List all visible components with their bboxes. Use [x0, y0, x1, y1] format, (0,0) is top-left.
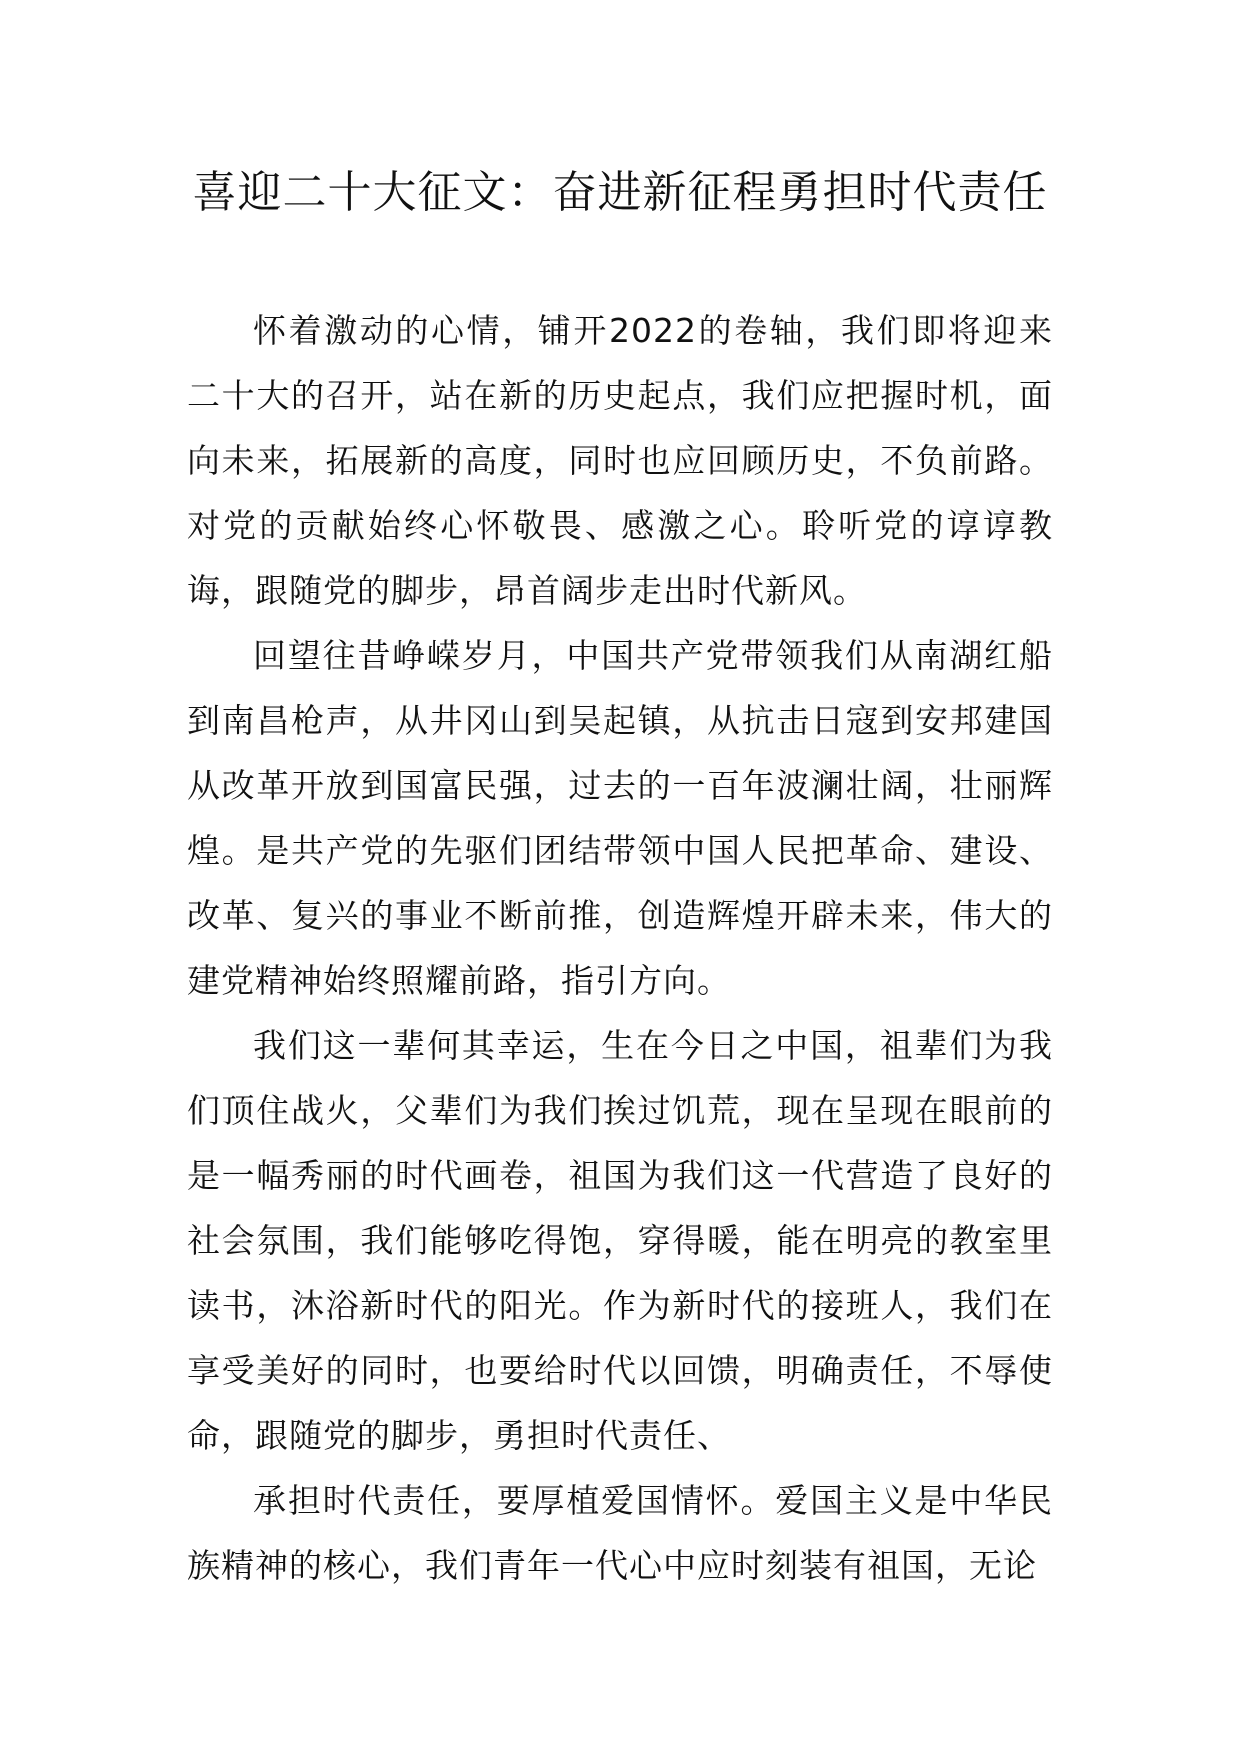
document-title: 喜迎二十大征文：奋进新征程勇担时代责任 — [192, 167, 1048, 218]
paragraph: 承担时代责任，要厚植爱国情怀。爱国主义是中华民族精神的核心，我们青年一代心中应时刻装有祖国，无论 — [187, 1481, 1053, 1585]
document-body — [187, 298, 1053, 1598]
paragraph: 回望往昔峥嵘岁月，中国共产党带领我们从南湖红船到南昌枪声，从井冈山到吴起镇，从抗击日寇到安邦建国从改革开放到国富民强，过去的一百年波澜壮阔，壮丽辉煌。是共产党的先驱们团结带领中国人民把革命、建设、改革、复兴的事业不断前推，创造辉煌开辟未来，伟大的建党精神始终照耀前路，指引方向。 — [187, 636, 1053, 1000]
paragraph: 我们这一辈何其幸运，生在今日之中国，祖辈们为我们顶住战火，父辈们为我们挨过饥荒，现在呈现在眼前的是一幅秀丽的时代画卷，祖国为我们这一代营造了良好的社会氛围，我们能够吃得饱，穿得暖，能在明亮的教室里读书，沐浴新时代的阳光。作为新时代的接班人，我们在享受美好的同时，也要给时代以回馈，明确责任，不辱使命，跟随党的脚步，勇担时代责任、 — [187, 1026, 1053, 1455]
paragraph: 怀着激动的心情，铺开2022的卷轴，我们即将迎来二十大的召开，站在新的历史起点，我们应把握时机，面向未来，拓展新的高度，同时也应回顾历史，不负前路。对党的贡献始终心怀敬畏、感激之心。聆听党的谆谆教诲，跟随党的脚步，昂首阔步走出时代新风。 — [187, 311, 1053, 610]
